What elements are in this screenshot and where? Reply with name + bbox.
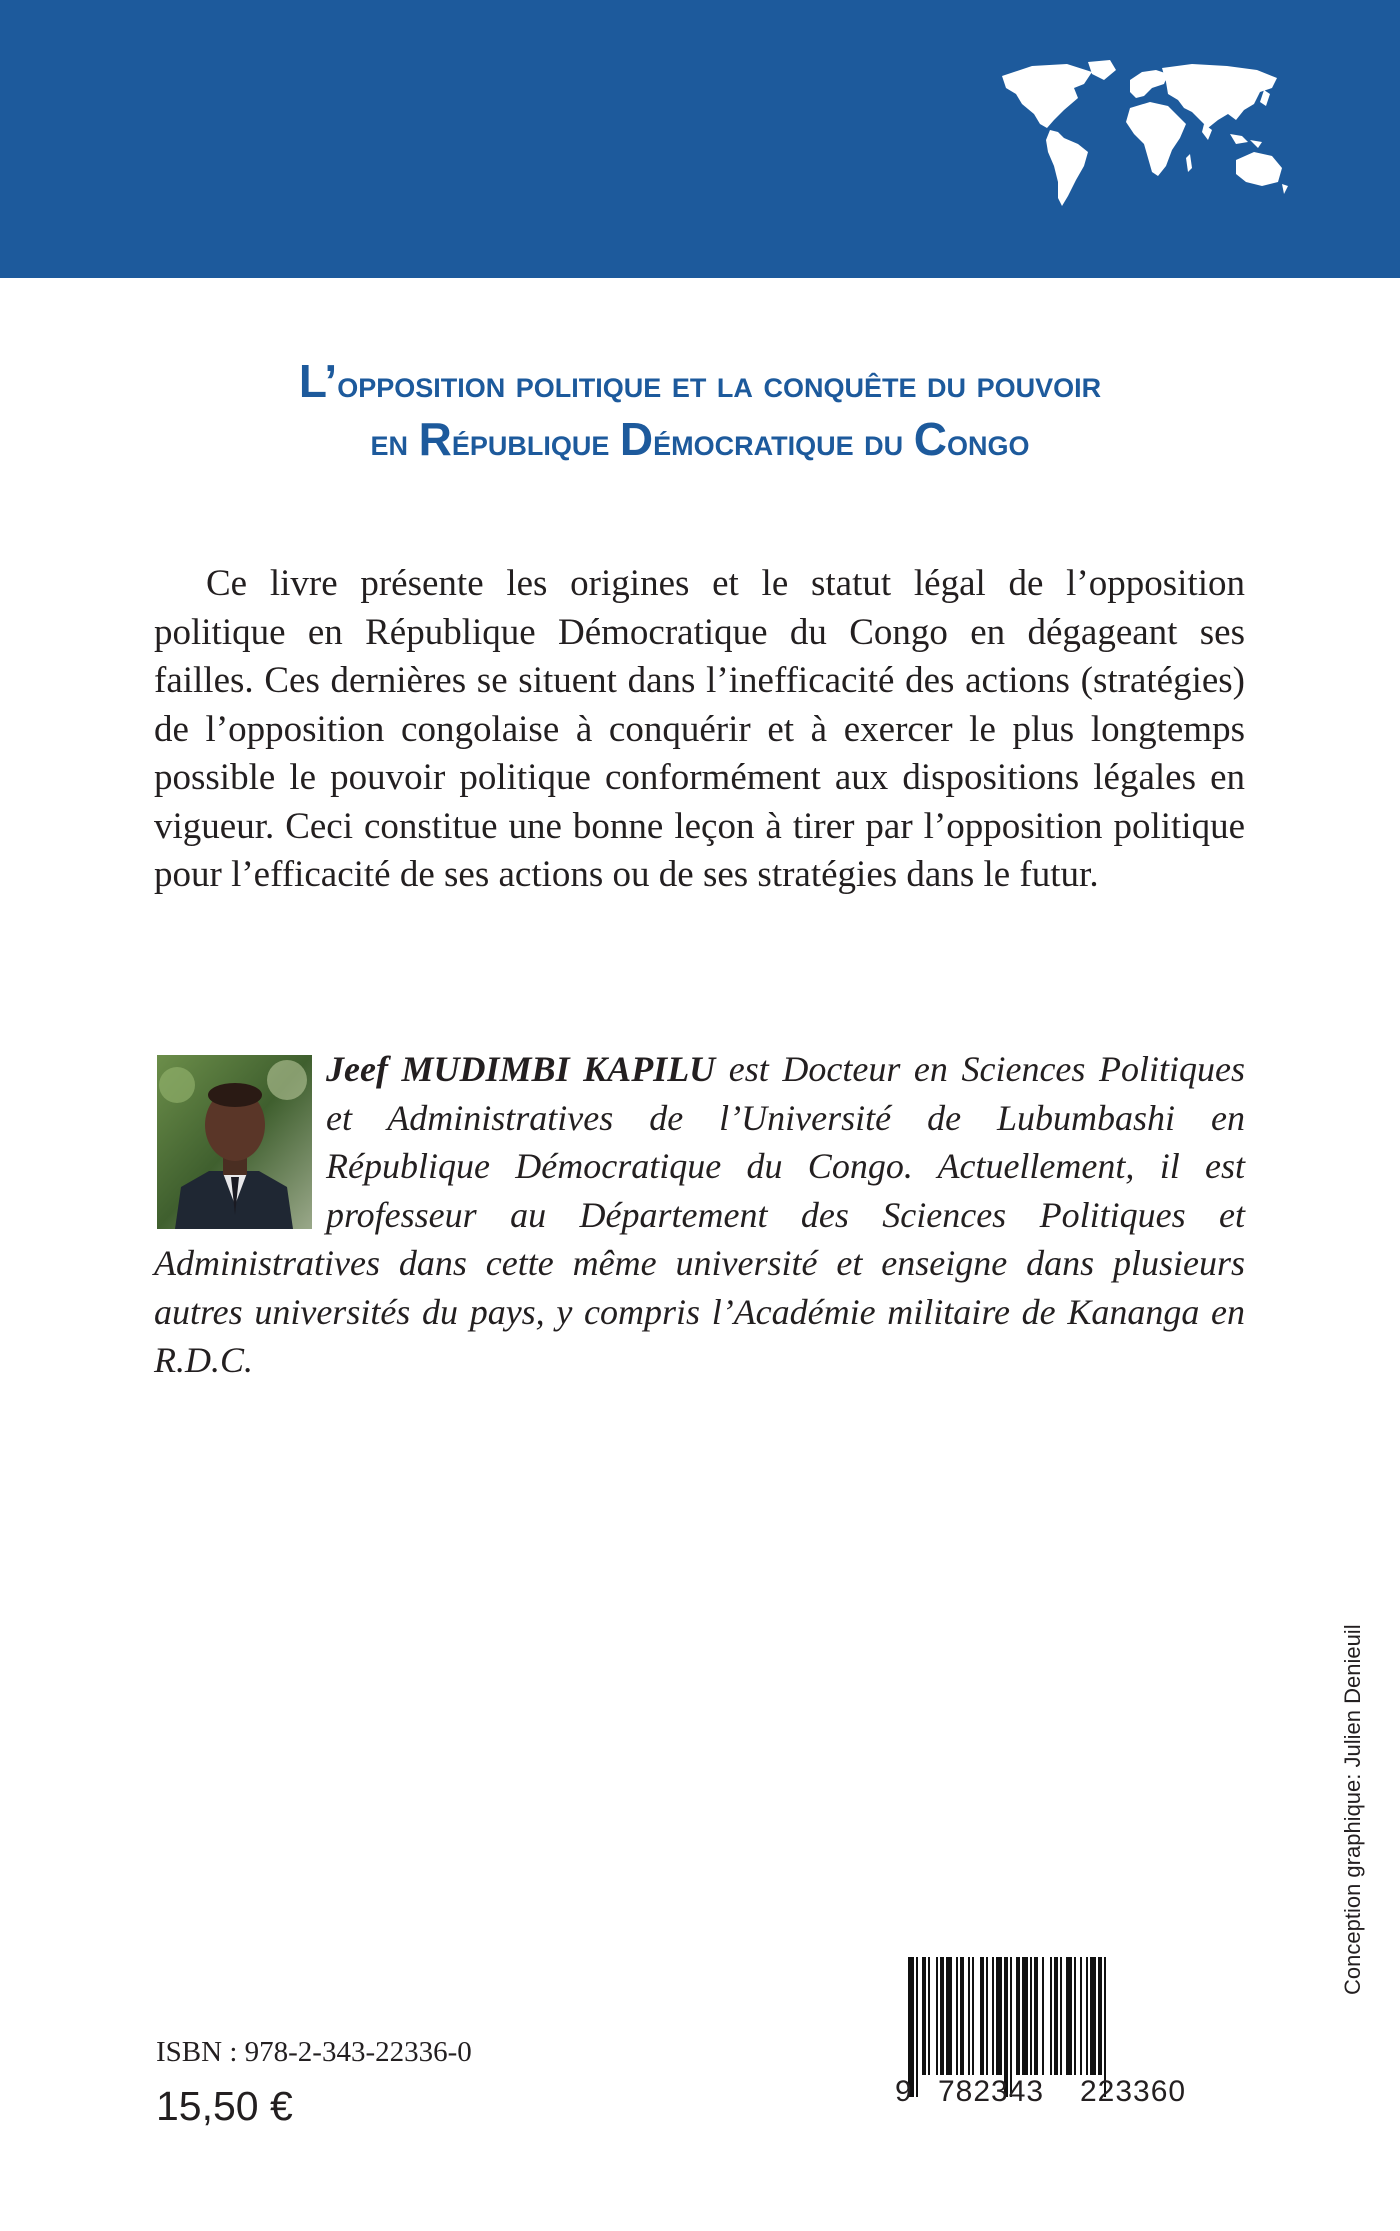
author-bio-text: est Docteur en Sciences Politiques et Administratives de l’Université de Lubumbashi en République Démocratique du Congo. Actuellement, il est professeur au Département des Sciences Politiques et Administratives dans cette même université et enseigne dans plusieurs autres universités du pays, y compris l’Académie militaire de Kananga en R.D.C. <box>154 1049 1245 1380</box>
title-text-2e: émocratique du <box>653 422 914 464</box>
barcode-bar <box>968 1957 970 2075</box>
title-line-2 <box>120 412 1280 470</box>
title-line-1 <box>120 354 1280 412</box>
barcode-bar <box>1090 1957 1096 2075</box>
barcode-bar <box>1054 1957 1058 2075</box>
barcode-bar <box>928 1957 930 2075</box>
title-initial-c: C <box>913 413 947 465</box>
barcode-bar <box>1042 1957 1044 2075</box>
author-bio <box>154 1045 1245 1385</box>
title-initial-r: R <box>418 413 452 465</box>
barcode-bar <box>1098 1957 1102 2075</box>
book-title <box>120 354 1280 470</box>
barcode-bar <box>960 1957 964 2075</box>
barcode-bar <box>1066 1957 1072 2075</box>
title-initial: L’ <box>298 355 338 407</box>
title-initial-d: D <box>619 413 654 465</box>
barcode-bar <box>956 1957 958 2075</box>
barcode-bar <box>922 1957 926 2075</box>
barcode-bar <box>992 1957 994 2075</box>
title-text-1: opposition politique et la conquête du pouvoir <box>337 364 1102 406</box>
barcode-digit-2: 782343 <box>938 2075 1045 2108</box>
description-text: Ce livre présente les origines et le statut légal de l’opposition politique en République Démocratique du Congo en dégageant ses failles. Ces dernières se situent dans l’inefficacité des actions (stratégies) de l’opposition congolaise à conquérir et à exercer le plus longtemps possible le pouvoir politique conformément aux dispositions légales en vigueur. Ceci constitue une bonne leçon à tirer par l’opposition politique pour l’efficacité de ses actions ou de ses stratégies dans le futur. <box>154 563 1245 895</box>
barcode-bar <box>1050 1957 1052 2075</box>
barcode-bar <box>972 1957 974 2075</box>
photo-spacer <box>154 1045 326 1231</box>
barcode-bar <box>1080 1957 1082 2075</box>
barcode-bar <box>940 1957 944 2075</box>
author-name: Jeef MUDIMBI KAPILU <box>326 1049 716 1089</box>
barcode-bar <box>1022 1957 1028 2075</box>
barcode-bar <box>936 1957 938 2075</box>
barcode-bar <box>916 1957 918 2097</box>
isbn: ISBN : 978-2-343-22336-0 <box>156 2036 472 2068</box>
barcode-digit-1: 9 <box>895 2075 912 2108</box>
barcode-bar <box>946 1957 952 2075</box>
barcode-bar <box>986 1957 988 2075</box>
world-map-icon <box>992 58 1292 218</box>
title-text-2a: en <box>370 422 419 464</box>
title-text-2c: épublique <box>451 422 620 464</box>
header-band <box>0 0 1400 278</box>
barcode-bar <box>1086 1957 1088 2075</box>
book-description <box>154 560 1245 900</box>
title-text-2g: ongo <box>946 422 1030 464</box>
design-credit: Conception graphique: Julien Denieuil <box>1340 1624 1365 1995</box>
barcode-bar <box>1074 1957 1076 2075</box>
barcode-bar <box>1060 1957 1062 2075</box>
barcode-bar <box>1030 1957 1032 2075</box>
barcode-bar <box>980 1957 984 2075</box>
barcode-digit-3: 223360 <box>1080 2075 1187 2108</box>
barcode-bar <box>1016 1957 1020 2075</box>
barcode-bar <box>996 1957 1002 2075</box>
barcode-bar <box>1034 1957 1038 2075</box>
price: 15,50 € <box>156 2083 293 2129</box>
